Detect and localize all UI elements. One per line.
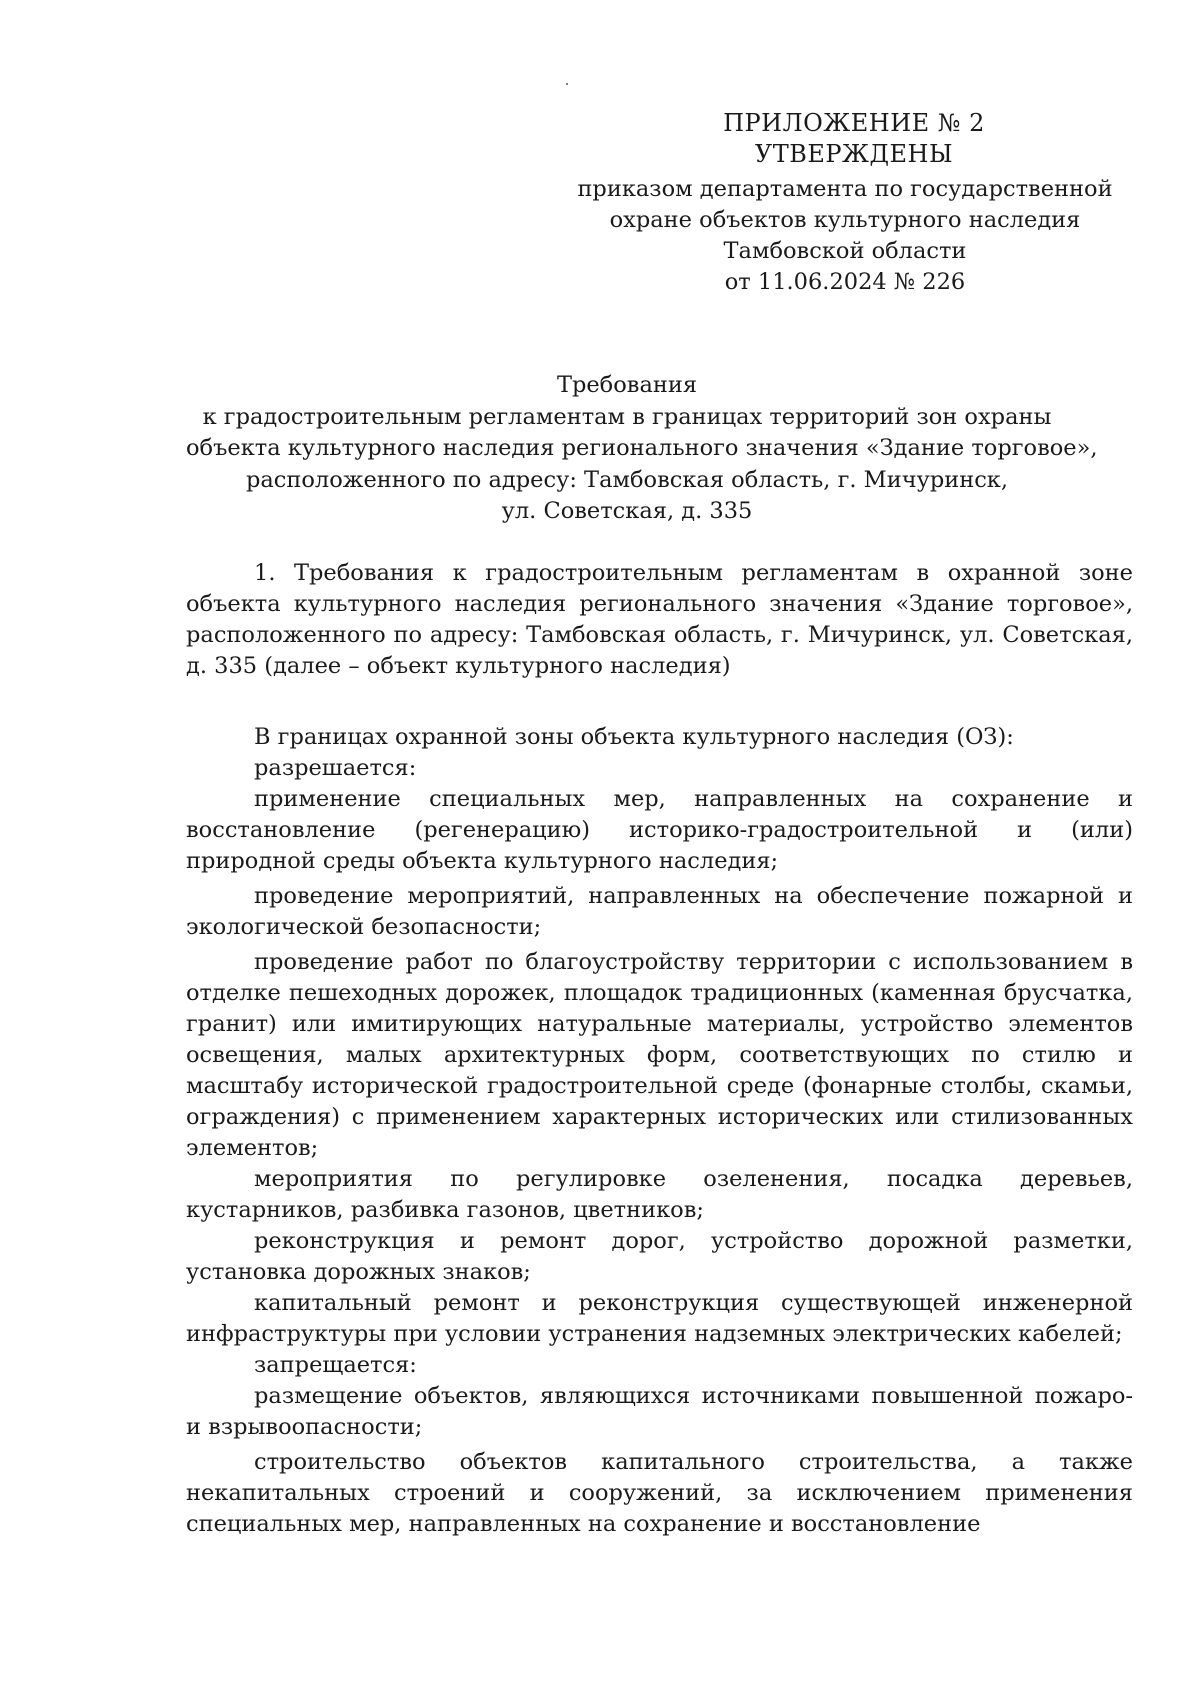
allowed-item: проведение мероприятий, направленных на обеспечение пожарной и экологической безопасности; — [186, 883, 1133, 940]
prohibited-item: строительство объектов капитального строительства, а также некапитальных строений и сооружений, за исключением применения специальных мер, направленных на сохранение и восстановление — [186, 1449, 1133, 1537]
allowed-item: капитальный ремонт и реконструкция существующей инженерной инфраструктуры при условии устранения надземных электрических кабелей; — [186, 1290, 1133, 1347]
order-date-number: от 11.06.2024 № 226 — [724, 269, 966, 295]
title-line-4: ул. Советская, д. 335 — [501, 498, 753, 524]
allowed-item: применение специальных мер, направленных на сохранение и восстановление (регенерацию) историко-градостроительной и (или) природной среды объекта культурного наследия; — [186, 786, 1133, 874]
allowed-item: реконструкция и ремонт дорог, устройство дорожной разметки, установка дорожных знаков; — [186, 1228, 1133, 1285]
approved-label: УТВЕРЖДЕНЫ — [754, 140, 954, 168]
zone-intro: В границах охранной зоны объекта культурного наследия (ОЗ): — [254, 724, 1014, 750]
allowed-label: разрешается: — [254, 755, 417, 781]
allowed-item: проведение работ по благоустройству территории с использованием в отделке пешеходных дорожек, площадок традиционных (каменная брусчатка, гранит) или имитирующих натуральные материалы, устройство элементов освещения, малых архитектурных форм, соответствующих по стилю и масштабу исторической градостроительной среде (фонарные столбы, скамьи, ограждения) с применением характерных исторических или стилизованных элементов; — [186, 949, 1133, 1161]
title-line-3: расположенного по адресу: Тамбовская область, г. Мичуринск, — [245, 466, 1009, 493]
document-title — [186, 370, 1098, 528]
section-1-heading: 1. Требования к градостроительным регламентам в охранной зоне объекта культурного наследия регионального значения «Здание торговое», расположенного по адресу: Тамбовская область, г. Мичуринск, ул. Советская, д. 335 (далее – объект культурного наследия) — [186, 560, 1133, 679]
approval-block — [560, 108, 1130, 298]
prohibited-item: размещение объектов, являющихся источниками повышенной пожаро- и взрывоопасности; — [186, 1383, 1133, 1440]
order-line-3: Тамбовской области — [723, 238, 967, 264]
title-line-2: объекта культурного наследия регионального значения «Здание торговое», — [186, 435, 1098, 461]
scan-speck — [566, 83, 568, 85]
title-heading: Требования — [556, 372, 698, 398]
order-line-1: приказом департамента по государственной — [577, 176, 1113, 202]
allowed-item: мероприятия по регулировке озеленения, посадка деревьев, кустарников, разбивка газонов, цветников; — [186, 1166, 1133, 1223]
annex-number: ПРИЛОЖЕНИЕ № 2 — [723, 109, 985, 137]
prohibited-label: запрещается: — [254, 1352, 417, 1378]
document-body — [186, 558, 1133, 1540]
title-line-1: к градостроительным регламентам в границах территорий зон охраны — [202, 403, 1052, 430]
order-line-2: охране объектов культурного наследия — [609, 207, 1081, 233]
